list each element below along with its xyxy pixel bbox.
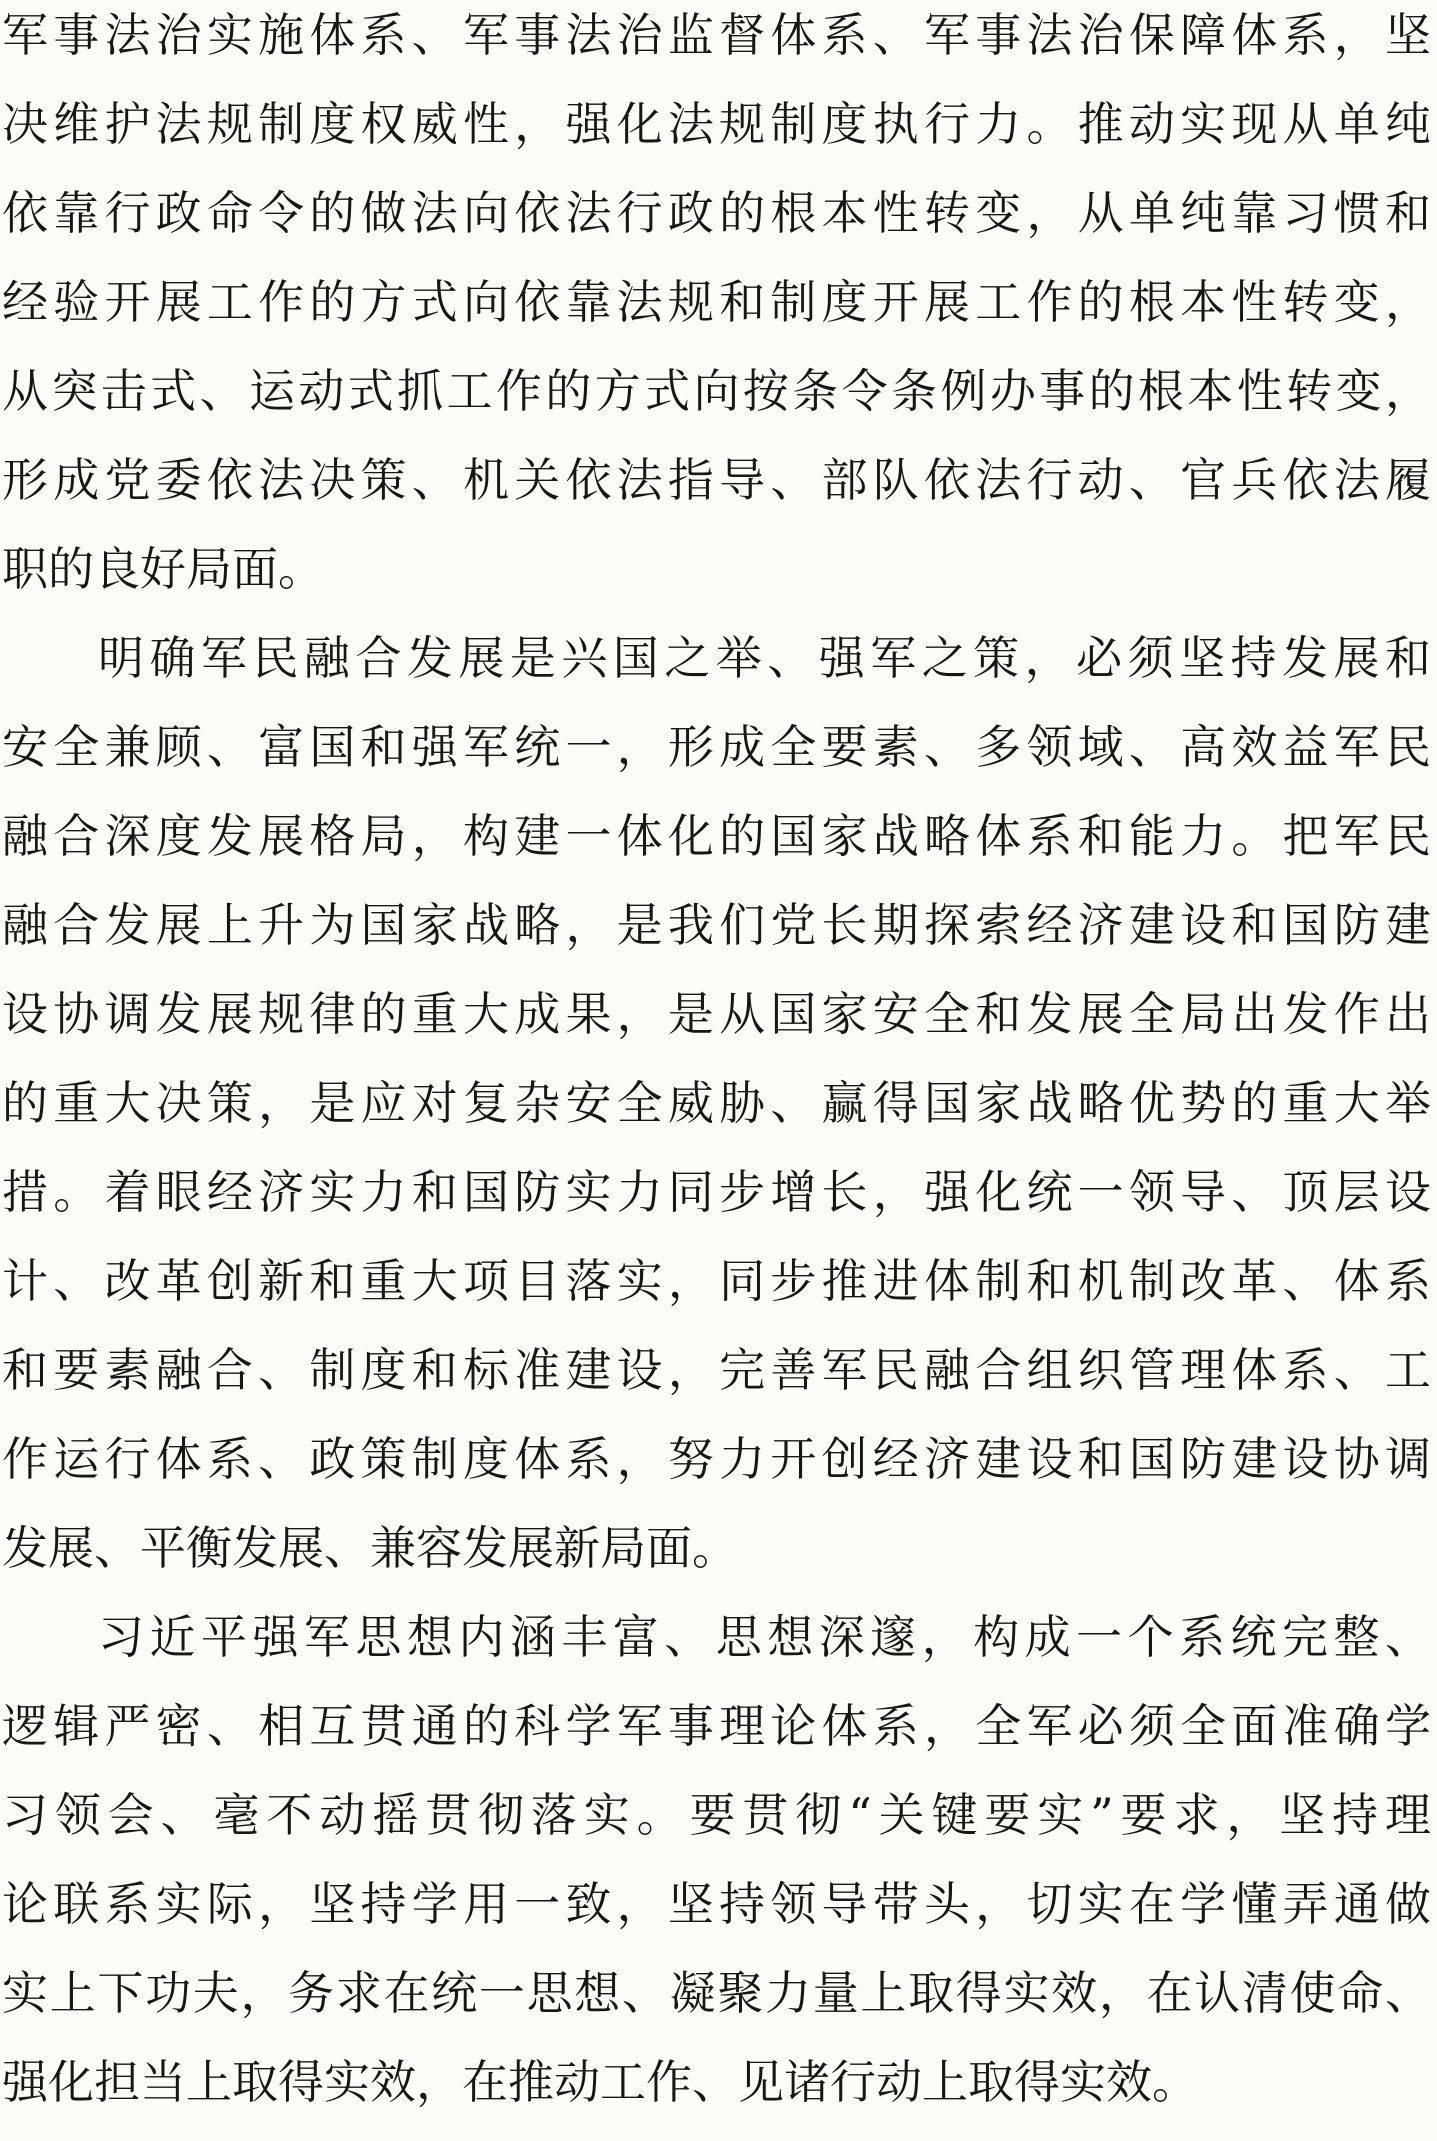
- text-line: 军事法治实施体系、军事法治监督体系、军事法治保障体系，坚: [2, 8, 1431, 62]
- text-line: 作运行体系、政策制度体系，努力开创经济建设和国防建设协调: [2, 1432, 1431, 1486]
- text-line: 习近平强军思想内涵丰富、思想深邃，构成一个系统完整、: [98, 1610, 1431, 1664]
- text-line: 实上下功夫，务求在统一思想、凝聚力量上取得实效，在认清使命、: [2, 1966, 1431, 2020]
- text-line: 发展、平衡发展、兼容发展新局面。: [2, 1521, 738, 1575]
- text-line: 强化担当上取得实效，在推动工作、见诸行动上取得实效。: [2, 2055, 1198, 2109]
- paragraph: [2, 614, 1431, 1593]
- text-line: 习领会、毫不动摇贯彻落实。要贯彻“关键要实”要求，坚持理: [2, 1788, 1431, 1842]
- text-line: 的重大决策，是应对复杂安全威胁、赢得国家战略优势的重大举: [2, 1076, 1431, 1130]
- text-line: 决维护法规制度权威性，强化法规制度执行力。推动实现从单纯: [2, 97, 1431, 151]
- text-line: 融合深度发展格局，构建一体化的国家战略体系和能力。把军民: [2, 809, 1431, 863]
- text-line: 计、改革创新和重大项目落实，同步推进体制和机制改革、体系: [2, 1254, 1431, 1308]
- text-line: 职的良好局面。: [2, 542, 324, 596]
- text-line: 逻辑严密、相互贯通的科学军事理论体系，全军必须全面准确学: [2, 1699, 1431, 1753]
- paragraph: [2, 0, 1431, 614]
- text-line: 设协调发展规律的重大成果，是从国家安全和发展全局出发作出: [2, 987, 1431, 1041]
- text-line: 论联系实际，坚持学用一致，坚持领导带头，切实在学懂弄通做: [2, 1877, 1431, 1931]
- text-line: 依靠行政命令的做法向依法行政的根本性转变，从单纯靠习惯和: [2, 186, 1431, 240]
- text-line: 经验开展工作的方式向依靠法规和制度开展工作的根本性转变，: [2, 275, 1431, 329]
- text-line: 明确军民融合发展是兴国之举、强军之策，必须坚持发展和: [98, 631, 1431, 685]
- text-line: 形成党委依法决策、机关依法指导、部队依法行动、官兵依法履: [2, 453, 1431, 507]
- text-line: 和要素融合、制度和标准建设，完善军民融合组织管理体系、工: [2, 1343, 1431, 1397]
- paragraph: [2, 1593, 1431, 2127]
- text-line: 从突击式、运动式抓工作的方式向按条令条例办事的根本性转变，: [2, 364, 1431, 418]
- text-line: 安全兼顾、富国和强军统一，形成全要素、多领域、高效益军民: [2, 720, 1431, 774]
- text-line: 措。着眼经济实力和国防实力同步增长，强化统一领导、顶层设: [2, 1165, 1431, 1219]
- text-line: 融合发展上升为国家战略，是我们党长期探索经济建设和国防建: [2, 898, 1431, 952]
